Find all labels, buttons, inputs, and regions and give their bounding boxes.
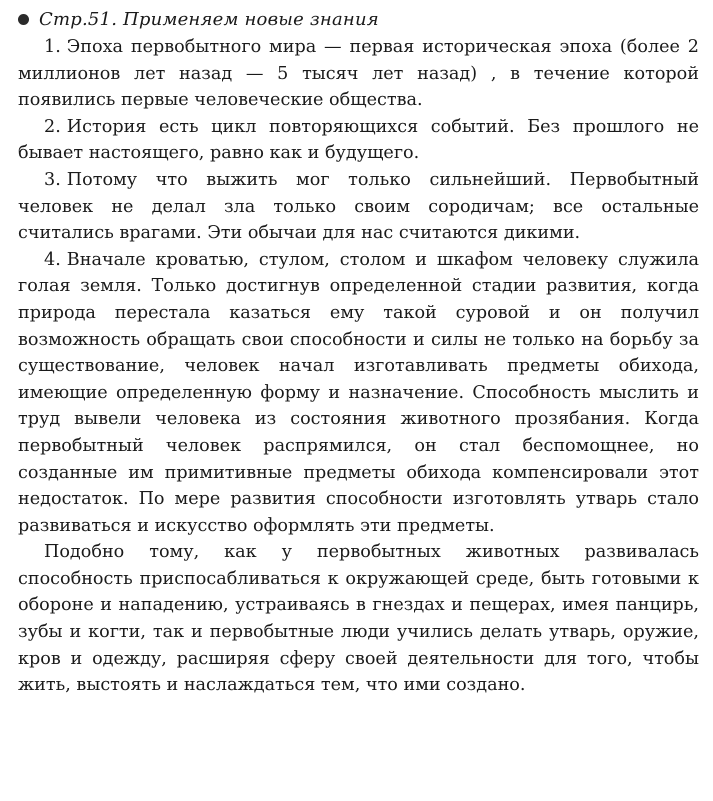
item-number: 3. [44,169,61,190]
bullet-icon [18,14,29,25]
item-number: 4. [44,249,61,270]
answer-item-1 [18,34,699,114]
item-text: Эпоха первобытного мира — первая историческая эпоха (более 2 миллионов лет назад — 5 тысяч лет назад) , в течение которой появились первые человеческие общества. [18,37,699,111]
section-header [18,4,699,34]
item-text: Потому что выжить мог только сильнейший. Первобытный человек не делал зла только своим сородичам; все остальные считались врагами. Эти обычаи для нас считаются дикими. [18,169,699,244]
answer-item-4 [18,247,699,540]
item-number: 1. [44,37,61,57]
closing-paragraph: Подобно тому, как у первобытных животных развивалась способность приспосабливаться к окружающей среде, быть готовыми к обороне и нападению, устраиваясь в гнездах и пещерах, имея панцирь, зубы и когти, так и первобытные люди учились делать утварь, оружие, кров и одежду, расширяя сферу своей деятельности для того, чтобы жить, выстоять и наслаждаться тем, что ими создано. [18,542,699,696]
section-title: Стр.51. Применяем новые знания [39,8,379,30]
answer-item-2 [18,114,699,167]
item-text: Вначале кроватью, стулом, столом и шкафом человеку служила голая земля. Только достигнув определенной стадии развития, когда природа перестала казаться ему такой суровой и он получил возможность обращать свои способности и силы не только на борьбу за существование, человек начал изготавливать предметы обихода, имеющие определенную форму и назначение. Способность мыслить и труд вывели человека из состояния животного прозябания. Когда первобытный человек распрямился, он стал беспомощнее, но созданные им примитивные предметы обихода компенсировали этот недостаток. По мере развития способности изготовлять утварь стало развиваться и искусство оформлять эти предметы. [18,249,699,536]
answer-item-3 [18,167,699,247]
item-number: 2. [44,116,61,137]
item-text: История есть цикл повторяющихся событий. Без прошлого не бывает настоящего, равно как и будущего. [18,116,699,164]
